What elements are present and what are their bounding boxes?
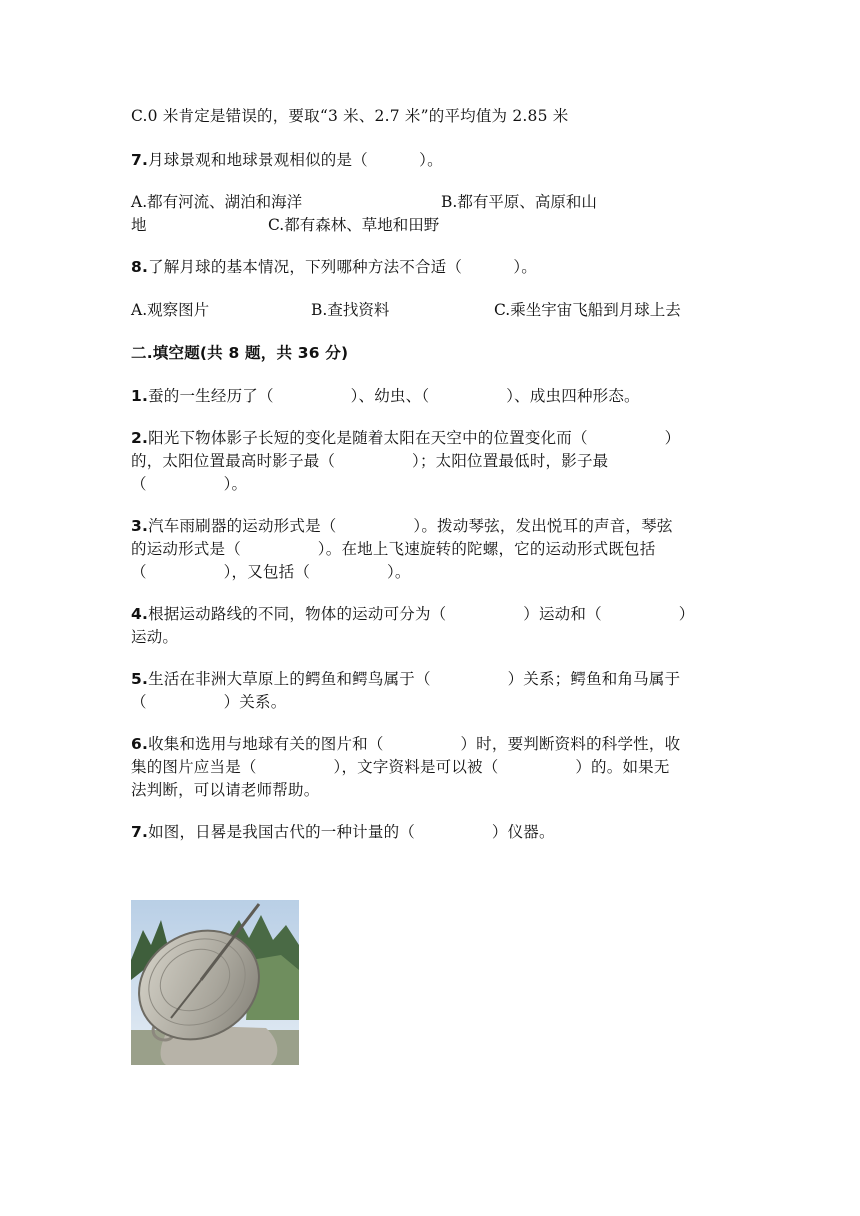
question-number: 7. (131, 151, 149, 169)
fill-question-6-line2: 集的图片应当是（ ），文字资料是可以被（ ）的。如果无 (131, 758, 670, 776)
fill-question-2-line2: 的，太阳位置最高时影子最（ ）；太阳位置最低时，影子最 (131, 452, 609, 470)
fill-question-6-line3: 法判断，可以请老师帮助。 (131, 781, 320, 799)
question-number: 1. (131, 387, 149, 405)
fill-question-3-line2: 的运动形式是（ ）。在地上飞速旋转的陀螺，它的运动形式既包括 (131, 540, 656, 558)
fill-question-1 (131, 386, 640, 406)
question-line: 如图，日晷是我国古代的一种计量的（ ）仪器。 (148, 823, 555, 841)
sundial-image (131, 900, 299, 1065)
fill-question-2-line3: （ ）。 (131, 475, 248, 493)
question-stem: 了解月球的基本情况，下列哪种方法不合适（ ）。 (148, 258, 537, 276)
mc8-option-b: B.查找资料 (311, 301, 390, 319)
question-stem: 月球景观和地球景观相似的是（ ）。 (148, 151, 443, 169)
question-number: 6. (131, 735, 149, 753)
section-heading: 二.填空题(共 8 题，共 36 分) (131, 344, 349, 362)
fill-question-5-line2: （ ）关系。 (131, 693, 287, 711)
question-number: 3. (131, 517, 149, 535)
question-number: 7. (131, 823, 149, 841)
question-line: 生活在非洲大草原上的鳄鱼和鳄鸟属于（ ）关系；鳄鱼和角马属于 (148, 670, 681, 688)
fill-question-4-line2: 运动。 (131, 628, 179, 646)
fill-question-6 (131, 734, 680, 754)
question-number: 2. (131, 429, 149, 447)
question-line: 汽车雨刷器的运动形式是（ ）。拨动琴弦，发出悦耳的声音，琴弦 (148, 517, 673, 535)
mc-question-7 (131, 150, 443, 170)
mc8-option-a: A.观察图片 (131, 301, 210, 319)
sundial-illustration (131, 900, 299, 1065)
fill-question-4 (131, 604, 694, 624)
question-line: 收集和选用与地球有关的图片和（ ）时，要判断资料的科学性，收 (148, 735, 681, 753)
question-number: 4. (131, 605, 149, 623)
question-number: 5. (131, 670, 149, 688)
fill-question-2 (131, 428, 680, 448)
question-line: 阳光下物体影子长短的变化是随着太阳在天空中的位置变化而（ ） (148, 429, 681, 447)
fill-question-7 (131, 822, 555, 842)
fill-question-3-line3: （ ），又包括（ ）。 (131, 563, 411, 581)
mc7-option-c: C.都有森林、草地和田野 (268, 216, 440, 234)
fill-question-3 (131, 516, 673, 536)
mc7-option-b: B.都有平原、高原和山 (441, 193, 597, 211)
mc-question-8 (131, 257, 537, 277)
question-line: 蚕的一生经历了（ ）、幼虫、（ ）、成虫四种形态。 (148, 387, 640, 405)
question-number: 8. (131, 258, 149, 276)
mc7-option-b-cont: 地 (131, 216, 147, 234)
prev-option-c: C.0 米肯定是错误的，要取“3 米、2.7 米”的平均值为 2.85 米 (131, 107, 569, 125)
fill-question-5 (131, 669, 680, 689)
mc7-option-a: A.都有河流、湖泊和海洋 (131, 193, 303, 211)
mc8-option-c: C.乘坐宇宙飞船到月球上去 (494, 301, 681, 319)
question-line: 根据运动路线的不同，物体的运动可分为（ ）运动和（ ） (148, 605, 695, 623)
